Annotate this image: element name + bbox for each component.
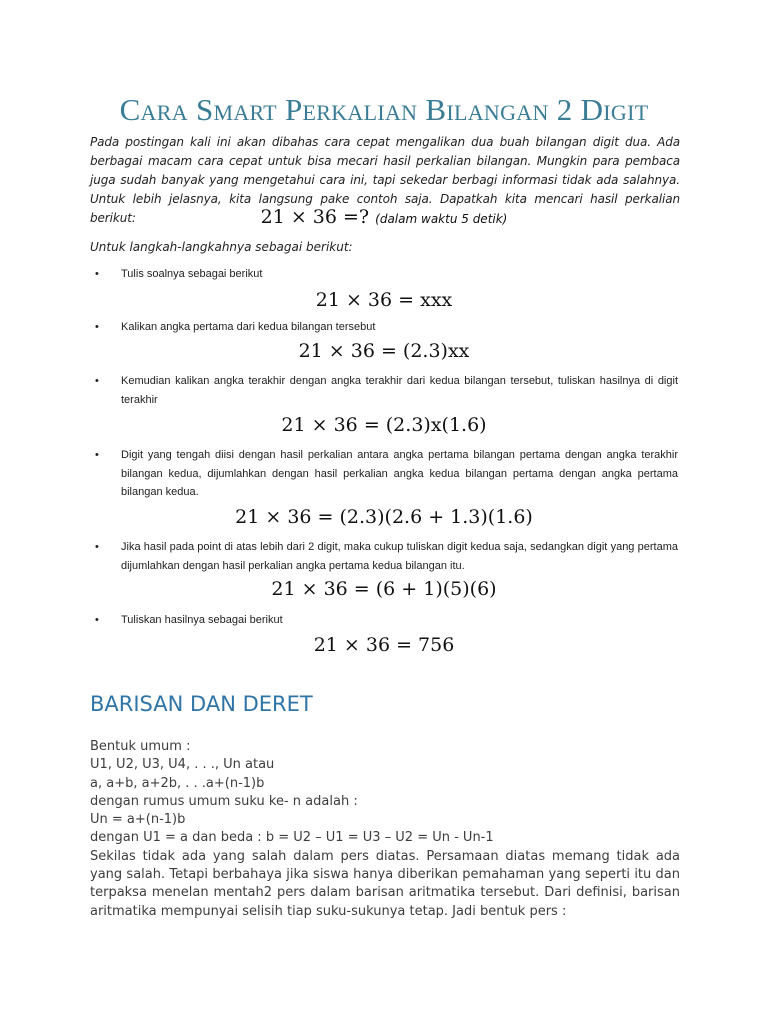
step-text: Digit yang tengah diisi dengan hasil perkalian antara angka pertama bilangan pertama dengan angka terakhir bilangan kedua, dijumlahkan dengan hasil perkalian angka kedua bilangan pertama dengan angka pertama bilangan kedua.	[121, 449, 678, 498]
content-paragraph: Sekilas tidak ada yang salah dalam pers diatas. Persamaan diatas memang tidak ada yang salah. Tetapi berbahaya jika siswa hanya diberikan pemahaman yang seperti itu dan terpaksa menelan mentah2 pers dalam barisan aritmatika tersebut. Dari definisi, barisan aritmatika mempunyai selisih tiap suku-sukunya tetap. Jadi bentuk pers :	[90, 848, 680, 919]
step-item	[95, 446, 678, 502]
step-text: Tuliskan hasilnya sebagai berikut	[121, 614, 283, 626]
step-text: Kalikan angka pertama dari kedua bilangan tersebut	[121, 321, 376, 333]
section-heading: BARISAN DAN DERET	[90, 692, 313, 716]
bullet-icon: •	[95, 375, 99, 387]
step-item	[95, 372, 678, 409]
bullet-icon: •	[95, 541, 99, 553]
step-text: Kemudian kalikan angka terakhir dengan angka terakhir dari kedua bilangan tersebut, tuliskan hasilnya di digit terakhir	[121, 375, 678, 406]
content-line: dengan rumus umum suku ke- n adalah :	[90, 793, 358, 809]
step-item	[95, 318, 678, 337]
page-title: Cara Smart Perkalian Bilangan 2 Digit	[119, 92, 649, 127]
content-line: Bentuk umum :	[90, 739, 191, 754]
main-equation	[0, 206, 768, 228]
content-line: a, a+b, a+2b, . . .a+(n-1)b	[90, 775, 265, 791]
bullet-icon: •	[95, 449, 99, 461]
step-equation: 21 × 36 = (6 + 1)(5)(6)	[271, 578, 497, 600]
step-equation: 21 × 36 = xxx	[315, 289, 453, 311]
main-equation-formula: 21 × 36 =?	[260, 206, 370, 228]
step-item	[95, 265, 678, 284]
step-text: Tulis soalnya sebagai berikut	[121, 268, 263, 280]
step-equation: 21 × 36 = (2.3)x(1.6)	[281, 414, 487, 436]
step-equation: 21 × 36 = (2.3)xx	[298, 340, 470, 362]
bullet-icon: •	[95, 268, 99, 280]
main-equation-note: (dalam waktu 5 detik)	[375, 212, 508, 226]
step-equation: 21 × 36 = (2.3)(2.6 + 1.3)(1.6)	[235, 506, 533, 528]
content-line: Un = a+(n-1)b	[90, 812, 186, 828]
step-equation: 21 × 36 = 756	[313, 634, 455, 656]
barisan-content	[90, 738, 680, 921]
step-item	[95, 611, 678, 630]
content-line: dengan U1 = a dan beda : b = U2 – U1 = U3 – U2 = Un - Un-1	[90, 830, 494, 846]
intro-paragraph: Pada postingan kali ini akan dibahas cara cepat mengalikan dua buah bilangan digit dua. Ada berbagai macam cara cepat untuk bisa mecari hasil perkalian bilangan. Mungkin para pembaca juga sudah banyak yang mengetahui cara ini, tapi sekedar berbagi informasi tidak ada salahnya. Untuk lebih jelasnya, kita langsung pake contoh saja. Dapatkah kita mencari hasil perkalian berikut:	[90, 135, 680, 225]
bullet-icon: •	[95, 614, 99, 626]
bullet-icon: •	[95, 321, 99, 333]
step-text: Jika hasil pada point di atas lebih dari 2 digit, maka cukup tuliskan digit kedua saja, sedangkan digit yang pertama dijumlahkan dengan hasil perkalian angka pertama kedua bilangan itu.	[121, 541, 678, 572]
step-item	[95, 538, 678, 575]
steps-intro: Untuk langkah-langkahnya sebagai berikut:	[90, 240, 353, 254]
content-line: U1, U2, U3, U4, . . ., Un atau	[90, 757, 275, 773]
